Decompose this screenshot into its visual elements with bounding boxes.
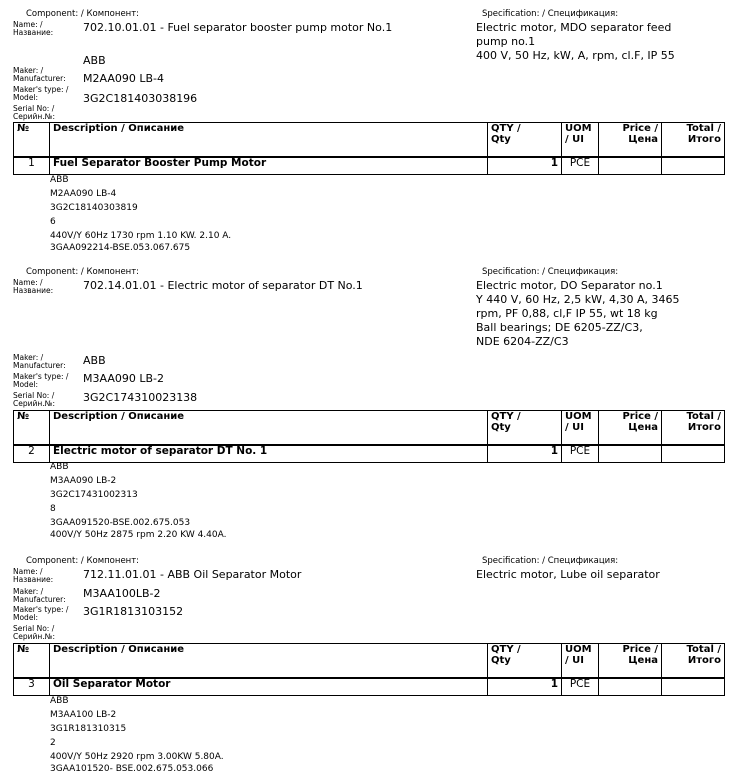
specification-label: Specification: / Спецификация:: [482, 556, 619, 566]
table-row: [14, 445, 725, 463]
component-label: Component: / Компонент:: [26, 556, 140, 566]
col-qty-header: QTY / Qty: [488, 123, 562, 157]
col-price-header: Price / Цена: [599, 123, 662, 157]
col-uom-header: UOM / UI: [562, 644, 599, 678]
item-details: ABB M2AA090 LB-4 3G2C18140303819 6 440V/Y 60Hz 1730 rpm 1.10 KW. 2.10 A. 3GAA092214-BSE.053.067.675: [50, 175, 232, 253]
row-qty: 1: [488, 445, 562, 463]
row-price: [599, 157, 662, 175]
component-name: 702.14.01.01 - Electric motor of separator DT No.1: [83, 279, 363, 292]
col-uom-header: UOM / UI: [562, 411, 599, 445]
maker-value: M3AA100LB-2: [83, 587, 161, 600]
name-label: Name: / Название:: [13, 20, 54, 37]
row-total: [662, 445, 725, 463]
type-value: 3G1R1813103152: [83, 605, 184, 618]
items-table-1: [13, 122, 725, 157]
col-price-header: Price / Цена: [599, 411, 662, 445]
maker-value: ABB: [83, 54, 106, 67]
maker-label: Maker: / Manufacturer:: [13, 66, 66, 83]
specification-label: Specification: / Спецификация:: [482, 9, 619, 19]
item-details: ABB M3AA090 LB-2 3G2C17431002313 8 3GAA091520-BSE.002.675.053 400V/Y 50Hz 2875 rpm 2.20 KW 4.40A.: [50, 462, 227, 540]
row-uom: PCE: [562, 678, 599, 696]
row-uom: PCE: [562, 157, 599, 175]
component-spec: Electric motor, MDO separator feed pump no.1 400 V, 50 Hz, kW, A, rpm, cl.F, IP 55: [476, 21, 675, 62]
makers-type-label: Maker's type: / Model:: [13, 605, 69, 622]
item-details: ABB M3AA100 LB-2 3G1R181310315 2 400V/Y 50Hz 2920 rpm 3.00KW 5.80A. 3GAA101520- BSE.002.675.053.066: [50, 696, 224, 774]
serial-value: 3G2C174310023138: [83, 391, 198, 404]
items-table-3: [13, 643, 725, 678]
specification-label: Specification: / Спецификация:: [482, 267, 619, 277]
item-row-table-2: [13, 444, 725, 463]
serial-label: Serial No: / Серийн.№:: [13, 104, 55, 121]
row-uom: PCE: [562, 445, 599, 463]
col-desc-header: Description / Описание: [50, 411, 488, 445]
row-total: [662, 678, 725, 696]
component-name: 702.10.01.01 - Fuel separator booster pump motor No.1: [83, 21, 393, 34]
serial-label: Serial No: / Серийн.№:: [13, 391, 55, 408]
col-no-header: №: [14, 123, 50, 157]
row-no: 3: [14, 678, 50, 696]
items-table-2: [13, 410, 725, 445]
component-name: 712.11.01.01 - ABB Oil Separator Motor: [83, 568, 302, 581]
row-no: 1: [14, 157, 50, 175]
col-uom-header: UOM / UI: [562, 123, 599, 157]
row-no: 2: [14, 445, 50, 463]
col-no-header: №: [14, 644, 50, 678]
serial-value: 3G2C181403038196: [83, 92, 198, 105]
col-qty-header: QTY / Qty: [488, 411, 562, 445]
serial-label: Serial No: / Серийн.№:: [13, 624, 55, 641]
col-total-header: Total / Итого: [662, 411, 725, 445]
item-row-table-3: [13, 677, 725, 696]
type-value: M3AA090 LB-2: [83, 372, 164, 385]
col-price-header: Price / Цена: [599, 644, 662, 678]
row-price: [599, 678, 662, 696]
table-row: [14, 678, 725, 696]
row-desc: Fuel Separator Booster Pump Motor: [50, 157, 488, 175]
col-qty-header: QTY / Qty: [488, 644, 562, 678]
name-label: Name: / Название:: [13, 278, 54, 295]
maker-value: ABB: [83, 354, 106, 367]
type-value: M2AA090 LB-4: [83, 72, 164, 85]
row-desc: Oil Separator Motor: [50, 678, 488, 696]
component-spec: Electric motor, DO Separator no.1 Y 440 V, 60 Hz, 2,5 kW, 4,30 A, 3465 rpm, PF 0,88, cl,F IP 55, wt 18 kg Ball bearings; DE 6205-ZZ/C3, NDE 6204-ZZ/C3: [476, 279, 680, 348]
component-label: Component: / Компонент:: [26, 9, 140, 19]
item-row-table-1: [13, 156, 725, 175]
row-qty: 1: [488, 157, 562, 175]
component-spec: Electric motor, Lube oil separator: [476, 568, 660, 581]
row-total: [662, 157, 725, 175]
col-desc-header: Description / Описание: [50, 644, 488, 678]
row-desc: Electric motor of separator DT No. 1: [50, 445, 488, 463]
maker-label: Maker: / Manufacturer:: [13, 353, 66, 370]
col-no-header: №: [14, 411, 50, 445]
col-total-header: Total / Итого: [662, 644, 725, 678]
col-total-header: Total / Итого: [662, 123, 725, 157]
name-label: Name: / Название:: [13, 567, 54, 584]
row-qty: 1: [488, 678, 562, 696]
col-desc-header: Description / Описание: [50, 123, 488, 157]
makers-type-label: Maker's type: / Model:: [13, 85, 69, 102]
table-row: [14, 157, 725, 175]
maker-label: Maker: / Manufacturer:: [13, 587, 66, 604]
row-price: [599, 445, 662, 463]
component-label: Component: / Компонент:: [26, 267, 140, 277]
makers-type-label: Maker's type: / Model:: [13, 372, 69, 389]
